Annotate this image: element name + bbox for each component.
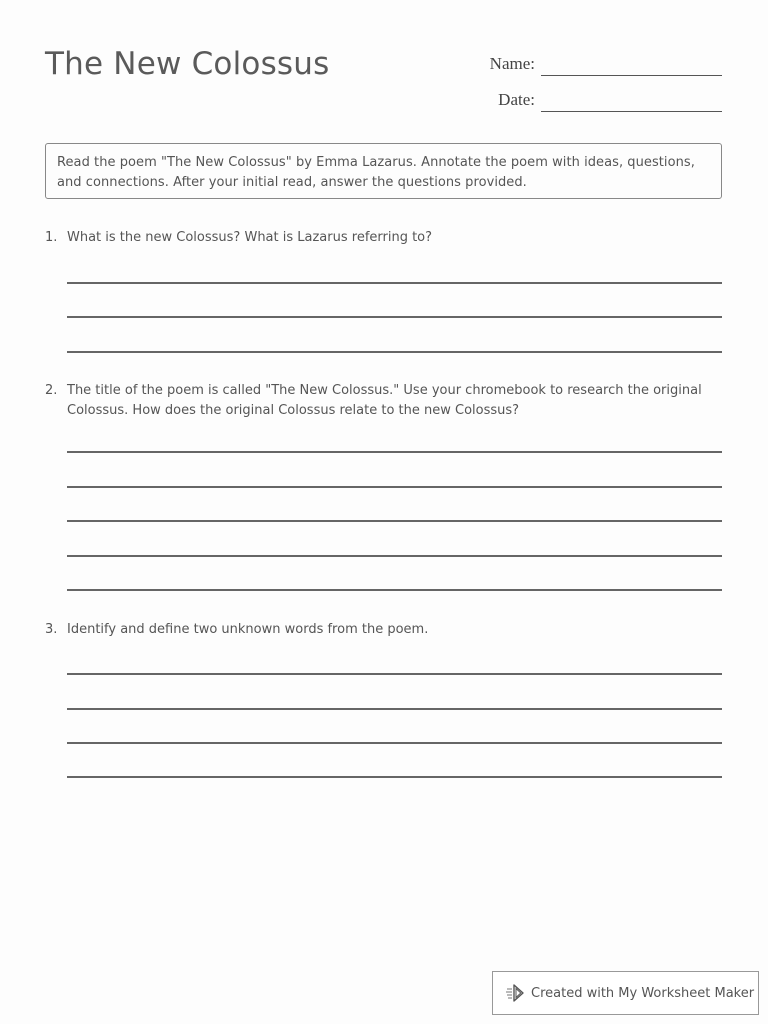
- question-number: 1.: [45, 230, 58, 245]
- question-1: [45, 228, 722, 248]
- question-number: 3.: [45, 622, 58, 637]
- created-with-badge[interactable]: [492, 971, 759, 1015]
- name-field: [490, 46, 722, 76]
- question-3: [45, 620, 722, 640]
- answer-line[interactable]: [67, 282, 722, 284]
- answer-line[interactable]: [67, 742, 722, 744]
- question-text: The title of the poem is called "The New Colossus." Use your chromebook to research the original Colossus. How does the original Colossus relate to the new Colossus?: [67, 383, 702, 418]
- answer-line[interactable]: [67, 673, 722, 675]
- question-3-header: [45, 620, 722, 640]
- question-text: What is the new Colossus? What is Lazarus referring to?: [67, 230, 433, 245]
- answer-line[interactable]: [67, 451, 722, 453]
- name-label: Name:: [489, 54, 535, 73]
- my-worksheet-maker-logo-icon: [505, 982, 527, 1004]
- answer-line[interactable]: [67, 520, 722, 522]
- answer-line[interactable]: [67, 316, 722, 318]
- answer-line[interactable]: [67, 589, 722, 591]
- instructions-box: Read the poem "The New Colossus" by Emma Lazarus. Annotate the poem with ideas, questions, and connections. After your initial read, answer the questions provided.: [45, 143, 722, 199]
- date-blank-line[interactable]: [541, 110, 722, 112]
- answer-line[interactable]: [67, 351, 722, 353]
- question-number: 2.: [45, 383, 58, 398]
- date-field: [498, 82, 722, 112]
- name-blank-line[interactable]: [541, 74, 722, 76]
- answer-line[interactable]: [67, 708, 722, 710]
- question-1-header: [45, 228, 722, 248]
- answer-line[interactable]: [67, 776, 722, 778]
- answer-line[interactable]: [67, 555, 722, 557]
- date-label: Date:: [498, 90, 535, 109]
- question-2-header: [45, 381, 722, 420]
- question-text: Identify and define two unknown words from the poem.: [67, 622, 429, 637]
- answer-line[interactable]: [67, 486, 722, 488]
- question-2: [45, 381, 722, 420]
- worksheet-title: The New Colossus: [45, 46, 330, 82]
- badge-text: Created with My Worksheet Maker: [531, 985, 755, 1001]
